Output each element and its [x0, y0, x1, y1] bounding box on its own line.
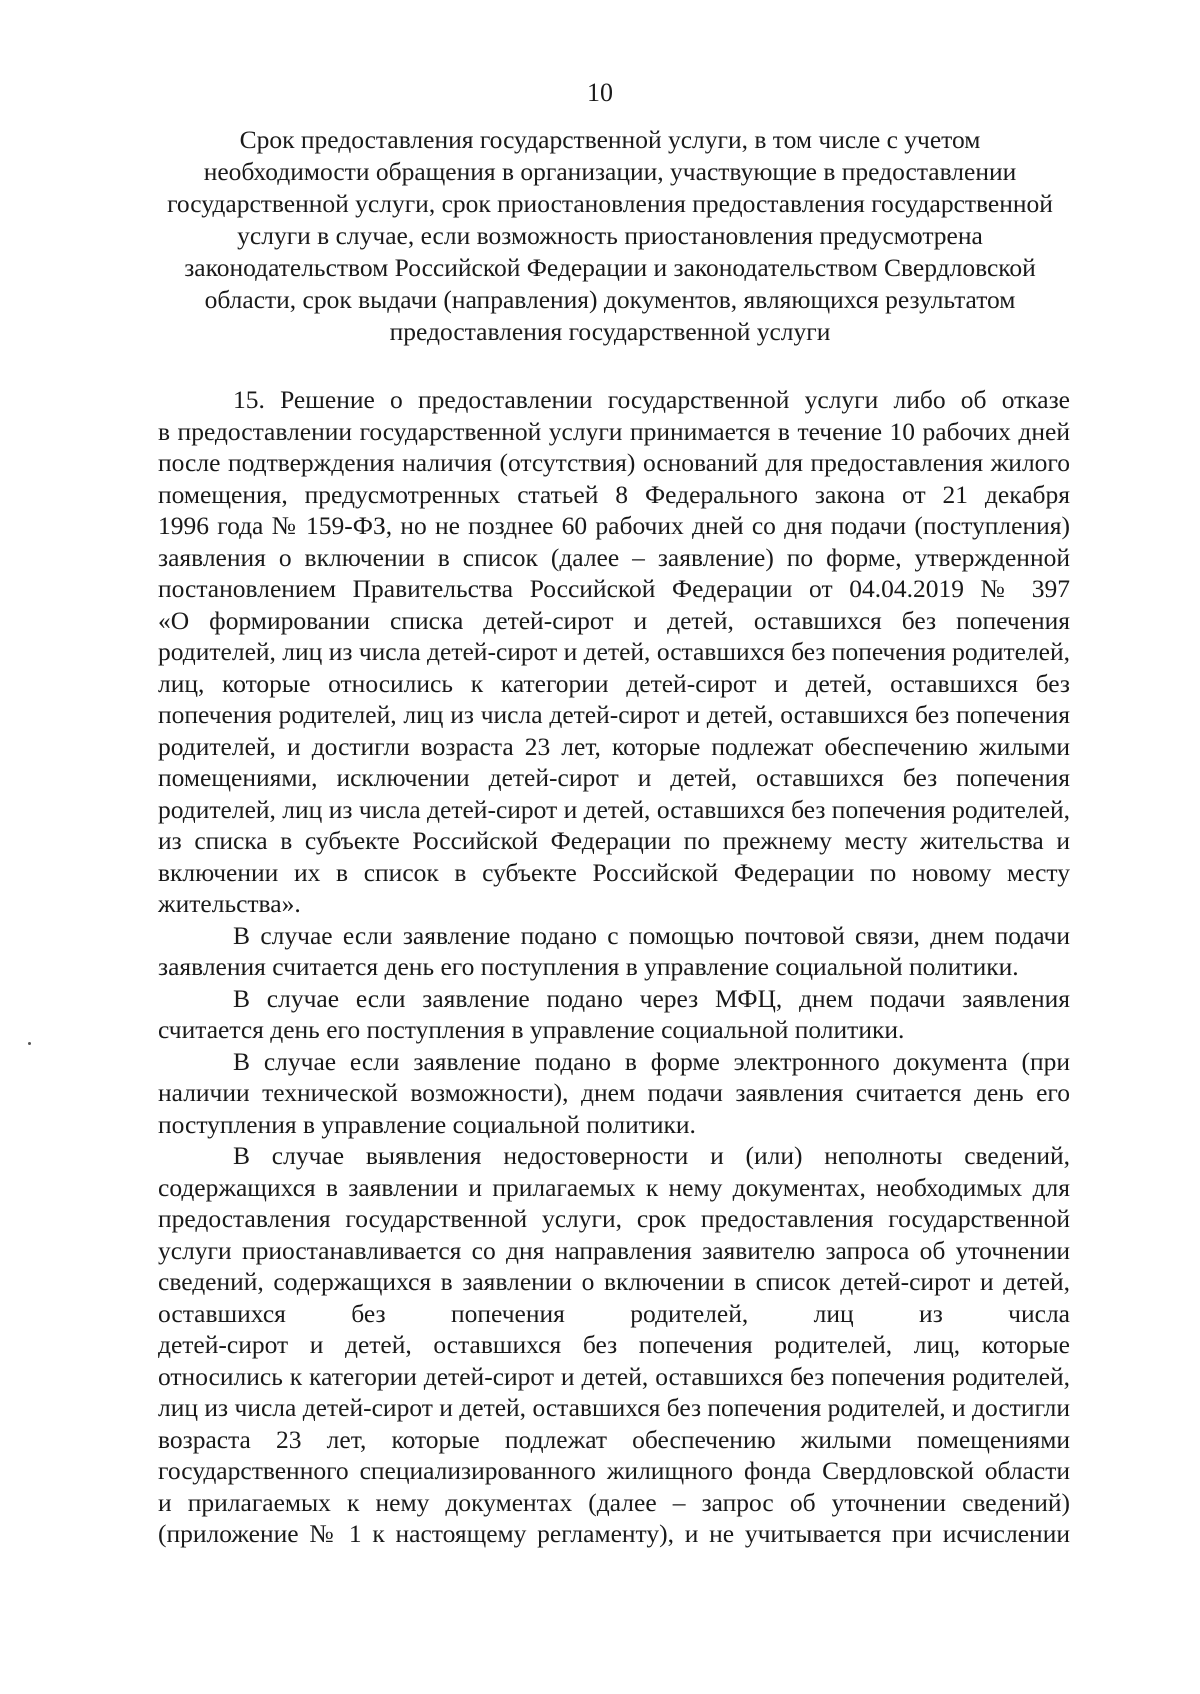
page-number: 10 [587, 78, 613, 107]
heading-line: услуги в случае, если возможность приостановления предусмотрена [237, 221, 983, 250]
heading-line: Срок предоставления государственной услуги, в том числе с учетом [239, 125, 981, 154]
text-line: сведений, содержащихся в заявлении о включении в список детей-сирот и детей, [158, 1267, 1070, 1296]
text-line: жительства». [158, 889, 301, 918]
heading-line: законодательством Российской Федерации и законодательством Свердловской [184, 253, 1036, 282]
text-line: после подтверждения наличия (отсутствия) оснований для предоставления жилого [158, 448, 1070, 477]
heading-line: необходимости обращения в организации, участвующие в предоставлении [203, 157, 1017, 186]
text-line: родителей, лиц из числа детей-сирот и детей, оставшихся без попечения родителей, [158, 637, 1070, 666]
text-line: В случае выявления недостоверности и (или) неполноты сведений, [233, 1141, 1070, 1170]
text-line: постановлением Правительства Российской Федерации от 04.04.2019 № 397 [158, 574, 1070, 603]
text-line: родителей, и достигли возраста 23 лет, которые подлежат обеспечению жилыми [158, 731, 1070, 761]
text-line: «О формировании списка детей-сирот и детей, оставшихся без попечения [158, 605, 1070, 635]
text-line: поступления в управление социальной политики. [158, 1109, 696, 1139]
heading-line: государственной услуги, срок приостановления предоставления государственной [167, 189, 1053, 218]
text-line: помещения, предусмотренных статьей 8 Федерального закона от 21 декабря [158, 479, 1070, 509]
heading-line: предоставления государственной услуги [389, 317, 831, 346]
text-line: лиц, которые относились к категории детей-сирот и детей, оставшихся без [158, 668, 1070, 698]
scan-speck [28, 1042, 31, 1045]
text-line: 15. Решение о предоставлении государственной услуги либо об отказе [233, 385, 1070, 414]
text-line: (приложение № 1 к настоящему регламенту), и не учитывается при исчислении [158, 1519, 1070, 1548]
text-line: возраста 23 лет, которые подлежат обеспечению жилыми помещениями [158, 1424, 1070, 1454]
text-line: заявления о включении в список (далее – заявление) по форме, утвержденной [158, 542, 1070, 572]
text-line: заявления считается день его поступления в управление социальной политики. [158, 952, 1019, 981]
text-line: детей-сирот и детей, оставшихся без попечения родителей, лиц, которые [158, 1330, 1070, 1359]
text-line: относились к категории детей-сирот и детей, оставшихся без попечения родителей, [158, 1361, 1070, 1391]
text-line: родителей, лиц из числа детей-сирот и детей, оставшихся без попечения родителей, [158, 794, 1070, 824]
text-line: В случае если заявление подано с помощью почтовой связи, днем подачи [233, 920, 1070, 950]
text-line: и прилагаемых к нему документах (далее – запрос об уточнении сведений) [158, 1487, 1070, 1517]
text-line: В случае если заявление подано в форме электронного документа (при [233, 1046, 1070, 1076]
text-line: В случае если заявление подано через МФЦ, днем подачи заявления [233, 983, 1070, 1013]
text-line: государственного специализированного жилищного фонда Свердловской области [158, 1456, 1070, 1485]
text-line: включении их в список в субъекте Российской Федерации по новому месту [158, 857, 1070, 887]
text-line: лиц из числа детей-сирот и детей, оставшихся без попечения родителей, и достигли [158, 1393, 1070, 1422]
text-line: 1996 года № 159-ФЗ, но не позднее 60 рабочих дней со дня подачи (поступления) [158, 511, 1070, 540]
text-line: содержащихся в заявлении и прилагаемых к нему документах, необходимых для [158, 1172, 1070, 1202]
paragraph-15-body [158, 384, 1070, 1550]
text-line: в предоставлении государственной услуги принимается в течение 10 рабочих дней [158, 416, 1070, 446]
text-line: предоставления государственной услуги, срок предоставления государственной [158, 1204, 1070, 1233]
section-heading [150, 124, 1070, 348]
text-line: попечения родителей, лиц из числа детей-сирот и детей, оставшихся без попечения [158, 700, 1070, 729]
text-line: наличии технической возможности), днем подачи заявления считается день его [158, 1078, 1070, 1107]
text-line: услуги приостанавливается со дня направления заявителю запроса об уточнении [158, 1235, 1070, 1265]
text-line: оставшихся без попечения родителей, лиц из числа [158, 1298, 1070, 1328]
text-line: помещениями, исключении детей-сирот и детей, оставшихся без попечения [158, 763, 1070, 792]
text-line: из списка в субъекте Российской Федерации по прежнему месту жительства и [158, 826, 1070, 855]
heading-line: области, срок выдачи (направления) документов, являющихся результатом [204, 285, 1016, 314]
text-line: считается день его поступления в управление социальной политики. [158, 1015, 905, 1044]
